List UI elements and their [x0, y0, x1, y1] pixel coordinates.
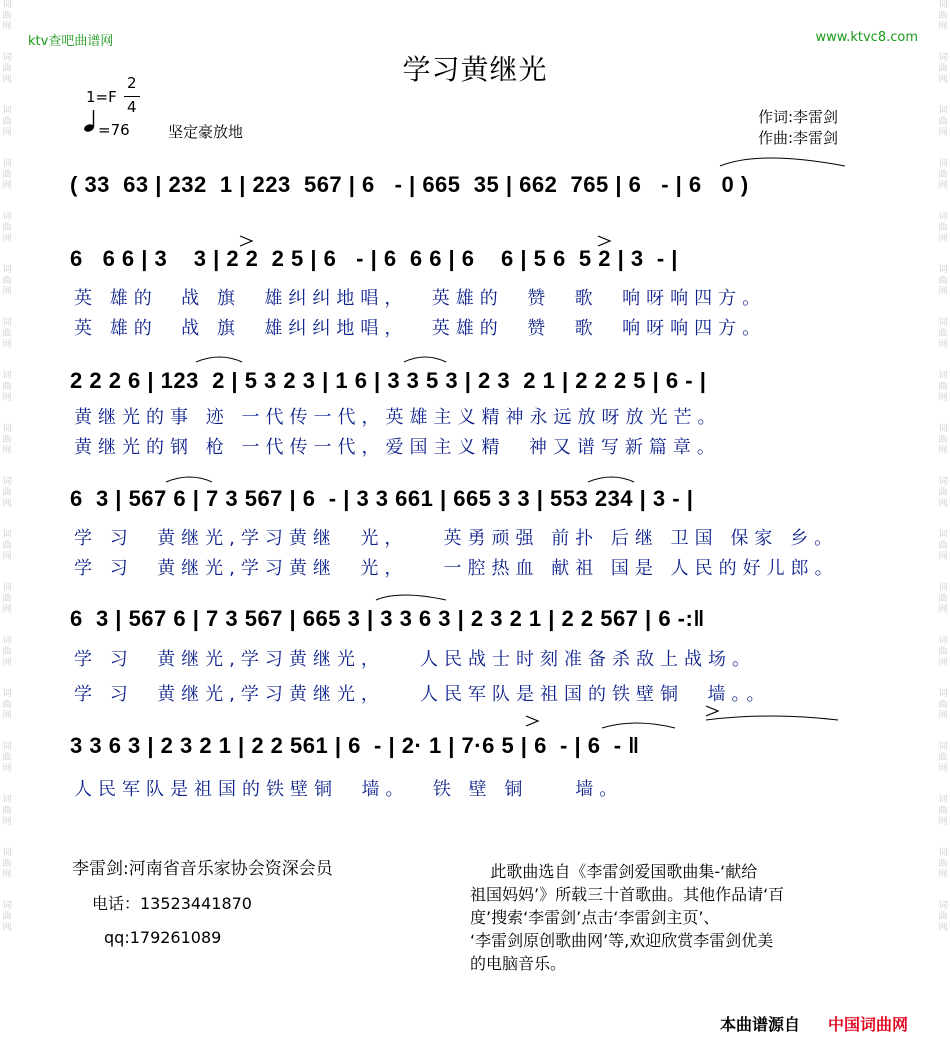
author-info: 李雷剑:河南省音乐家协会资深会员 — [72, 859, 333, 879]
score-row-2-notes: 6 6 6 | 3 3 | 2 2 2 5 | 6 - | 6 6 6 | 6 6 | 5 6 5 2 | 3 - | — [70, 246, 678, 271]
lyricist-credit: 作词:李雷剑 — [758, 108, 839, 126]
score-row-2-lyrics-2: 英 雄的 战 旗 雄纠纠地唱， 英雄的 赞 歌 响呀响四方。 — [74, 318, 767, 339]
watermark-text: 词曲网 — [2, 742, 12, 774]
slur-1 — [720, 158, 845, 166]
key-signature: 1=F — [86, 88, 117, 106]
watermark-text: 词曲网 — [2, 106, 12, 138]
quarter-note-icon — [84, 108, 98, 138]
score-row-5-lyrics-1: 学 习 黄继光,学习黄继光， 人民战士时刻准备杀敌上战场。 — [74, 649, 757, 670]
source-label: 本曲谱源自 — [720, 1015, 801, 1034]
collection-note: 此歌曲选自《李雷剑爱国歌曲集-‘献给 祖国妈妈’》所载三十首歌曲。其他作品请‘百 度’搜索‘李雷剑’点击‘李雷剑主页’、 ‘李雷剑原创歌曲网’等,欢迎欣赏李雷剑优美 的电脑音乐。 — [470, 862, 785, 973]
watermark-text: 词曲网 — [2, 583, 12, 615]
watermark-stripe-right — [937, 0, 949, 1060]
watermark-text: 词曲网 — [2, 848, 12, 880]
watermark-text: 词曲网 — [938, 424, 948, 456]
watermark-text: 词曲网 — [2, 159, 12, 191]
watermark-text: 词曲网 — [2, 0, 12, 32]
slur-5 — [588, 477, 634, 482]
watermark-text: 词曲网 — [938, 689, 948, 721]
watermark-text: 词曲网 — [938, 477, 948, 509]
watermark-text: 词曲网 — [2, 265, 12, 297]
slur-4 — [166, 477, 212, 482]
watermark-text: 词曲网 — [938, 106, 948, 138]
watermark-text: 词曲网 — [2, 53, 12, 85]
score-row-5-lyrics-2: 学 习 黄继光,学习黄继光， 人民军队是祖国的铁壁铜 墙。。 — [74, 684, 771, 705]
slur-8 — [706, 716, 838, 720]
score-row-5-notes: 6 3 | 567 6 | 7 3 567 | 665 3 | 3 3 6 3 | 2 3 2 1 | 2 2 567 | 6 -:‖ — [70, 606, 705, 631]
accent-2 — [598, 236, 610, 246]
watermark-text: 词曲网 — [938, 0, 948, 32]
slur-7 — [602, 723, 675, 728]
watermark-text: 词曲网 — [938, 212, 948, 244]
watermark-text: 词曲网 — [2, 318, 12, 350]
slur-3 — [404, 357, 446, 362]
score-row-2-lyrics-1: 英 雄的 战 旗 雄纠纠地唱， 英雄的 赞 歌 响呀响四方。 — [74, 288, 767, 309]
phone-info: 电话：13523441870 — [92, 894, 252, 913]
watermark-text: 词曲网 — [2, 212, 12, 244]
song-title: 学习黄继光 — [402, 53, 548, 86]
watermark-text: 词曲网 — [938, 848, 948, 880]
watermark-stripe-left — [1, 0, 13, 1060]
score-row-4-lyrics-2: 学 习 黄继光,学习黄继 光， 一腔热血 献祖 国是 人民的好儿郎。 — [74, 558, 839, 579]
watermark-text: 词曲网 — [2, 636, 12, 668]
score-row-4-notes: 6 3 | 567 6 | 7 3 567 | 6 - | 3 3 661 | 665 3 3 | 553 234 | 3 - | — [70, 486, 694, 511]
composer-credit: 作曲:李雷剑 — [758, 129, 839, 147]
watermark-text: 词曲网 — [938, 53, 948, 85]
watermark-text: 词曲网 — [2, 530, 12, 562]
watermark-text: 词曲网 — [2, 689, 12, 721]
slur-2 — [196, 357, 242, 362]
watermark-text: 词曲网 — [2, 477, 12, 509]
slur-6 — [376, 595, 446, 600]
watermark-text: 词曲网 — [938, 318, 948, 350]
qq-info: qq:179261089 — [104, 928, 222, 947]
watermark-text: 词曲网 — [938, 742, 948, 774]
watermark-text: 词曲网 — [938, 159, 948, 191]
watermark-text: 词曲网 — [938, 583, 948, 615]
tempo-marking: =76 — [98, 121, 130, 139]
time-signature-top: 2 — [127, 74, 137, 92]
watermark-text: 词曲网 — [2, 371, 12, 403]
source-site-link[interactable]: 中国词曲网 — [828, 1015, 909, 1034]
watermark-text: 词曲网 — [938, 371, 948, 403]
watermark-text: 词曲网 — [2, 424, 12, 456]
accent-3 — [526, 716, 538, 726]
watermark-text: 词曲网 — [938, 636, 948, 668]
score-row-1-notes: ( 33 63 | 232 1 | 223 567 | 6 - | 665 35 | 662 765 | 6 - | 6 0 ) — [70, 172, 749, 197]
watermark-text: 词曲网 — [938, 795, 948, 827]
time-signature-divider — [124, 96, 140, 97]
site-url-right[interactable]: www.ktvc8.com — [815, 30, 918, 45]
time-signature-bottom: 4 — [127, 98, 137, 116]
score-row-4-lyrics-1: 学 习 黄继光,学习黄继 光， 英勇顽强 前扑 后继 卫国 保家 乡。 — [74, 528, 839, 549]
score-row-3-notes: 2 2 2 6 | 123 2 | 5 3 2 3 | 1 6 | 3 3 5 3 | 2 3 2 1 | 2 2 2 5 | 6 - | — [70, 368, 707, 393]
score-row-6-notes: 3 3 6 3 | 2 3 2 1 | 2 2 561 | 6 - | 2· 1 | 7·6 5 | 6 - | 6 - ‖ — [70, 733, 640, 758]
watermark-text: 词曲网 — [938, 265, 948, 297]
accent-1 — [240, 236, 252, 246]
expression-marking: 坚定豪放地 — [168, 123, 244, 141]
watermark-text: 词曲网 — [2, 901, 12, 933]
watermark-text: 词曲网 — [938, 530, 948, 562]
score-row-6-lyrics-1: 人民军队是祖国的铁壁铜 墙。 铁 壁 铜 墙。 — [74, 779, 624, 800]
score-row-3-lyrics-2: 黄继光的钢 枪 一代传一代，爱国主义精 神又谱写新篇章。 — [74, 437, 721, 458]
accent-4 — [706, 706, 718, 716]
watermark-text: 词曲网 — [2, 795, 12, 827]
site-name-left[interactable]: ktv查吧曲谱网 — [28, 34, 114, 49]
score-row-3-lyrics-1: 黄继光的事 迹 一代传一代，英雄主义精神永远放呀放光芒。 — [74, 407, 722, 428]
watermark-text: 词曲网 — [938, 901, 948, 933]
